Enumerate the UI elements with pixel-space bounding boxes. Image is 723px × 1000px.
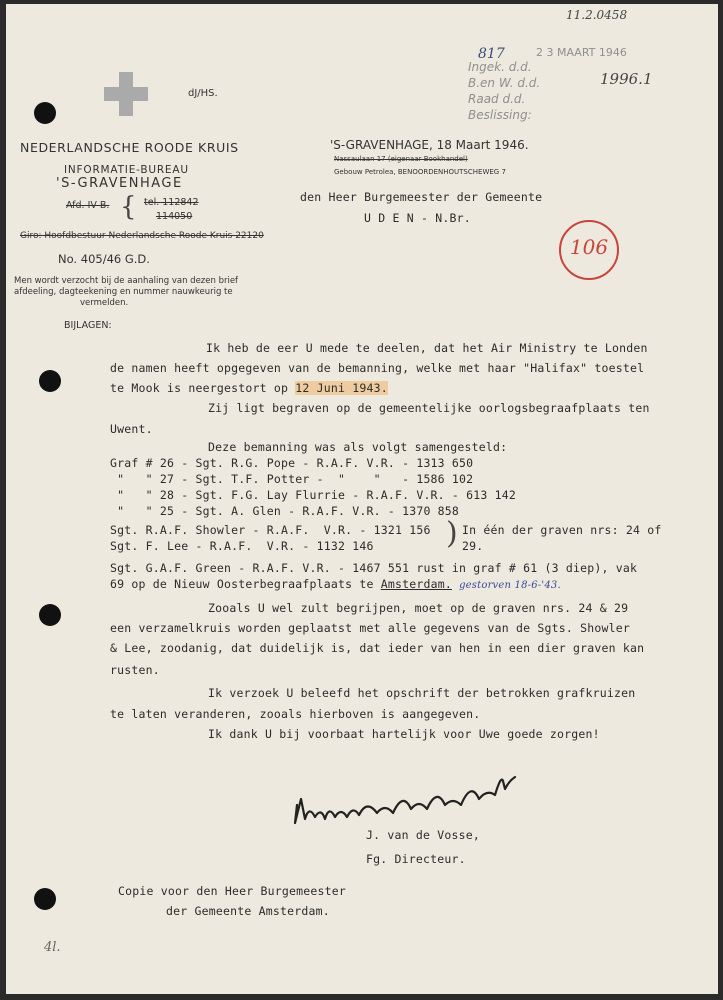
- archive-number: 11.2.0458: [566, 8, 628, 22]
- recipient-place: U D E N - N.Br.: [364, 211, 471, 225]
- place-date: 'S-GRAVENHAGE, 18 Maart 1946.: [330, 138, 529, 152]
- stamp-code: 1996.1: [600, 70, 653, 88]
- old-address: Nassaulaan 17 (eigenaar Bookhandel): [334, 155, 468, 163]
- shared-grave-line: Sgt. R.A.F. Showler - R.A.F. V.R. - 1321 156: [110, 523, 431, 537]
- punch-hole: [39, 370, 61, 392]
- shared-grave-note: 29.: [462, 539, 484, 553]
- red-cross-logo: [104, 72, 148, 116]
- brace: ): [446, 516, 458, 551]
- closing-line: een verzamelkruis worden geplaatst met alle gegevens van de Sgts. Showler: [110, 621, 631, 635]
- stamp-line: B.en W. d.d.: [468, 76, 541, 90]
- stamp-date: 2 3 MAART 1946: [536, 46, 627, 59]
- org-name: NEDERLANDSCHE ROODE KRUIS: [20, 140, 239, 155]
- notice-line: afdeeling, dagteekening en nummer nauwkeurig te: [14, 287, 233, 297]
- shared-grave-line: Sgt. F. Lee - R.A.F. V.R. - 1132 146: [110, 539, 374, 553]
- org-tel2: 114050: [156, 211, 193, 222]
- org-tel1: tel. 112842: [144, 197, 199, 208]
- shared-grave-note: In één der graven nrs: 24 of: [462, 523, 662, 537]
- closing-line: & Lee, zoodanig, dat duidelijk is, dat ieder van hen in een dier graven kan: [110, 641, 645, 655]
- highlighted-date: 12 Juni 1943.: [295, 381, 388, 395]
- copy-line: der Gemeente Amsterdam.: [166, 904, 330, 918]
- green-line: 69 op de Nieuw Oosterbegraafplaats te Amsterdam. gestorven 18-6-'43.: [110, 577, 561, 591]
- recipient-line: den Heer Burgemeester der Gemeente: [300, 190, 543, 204]
- org-giro: Giro: Hoofdbestuur Nederlandsche Roode Kruis 22120: [20, 231, 264, 241]
- closing-line: te laten veranderen, zooals hierboven is aangegeven.: [110, 707, 481, 721]
- notice-line: Men wordt verzocht bij de aanhaling van dezen brief: [14, 276, 239, 286]
- reference-number: No. 405/46 G.D.: [58, 252, 150, 266]
- closing-line: Zooals U wel zult begrijpen, moet op de graven nrs. 24 & 29: [208, 601, 629, 615]
- punch-hole: [34, 888, 56, 910]
- signer-name: J. van de Vosse,: [366, 828, 480, 842]
- crew-line: " " 27 - Sgt. T.F. Potter - " " - 1586 102: [110, 472, 474, 486]
- body-line: Deze bemanning was als volgt samengesteld:: [208, 440, 508, 454]
- signer-title: Fg. Directeur.: [366, 852, 466, 866]
- brace: {: [120, 192, 137, 222]
- body-line: Uwent.: [110, 422, 153, 436]
- new-address: Gebouw Petrolea, BENOORDENHOUTSCHEWEG 7: [334, 168, 506, 176]
- stamp-handwritten-number: 817: [478, 46, 505, 62]
- body-line: Ik heb de eer U mede te deelen, dat het Air Ministry te Londen: [206, 341, 648, 355]
- closing-line: Ik dank U bij voorbaat hartelijk voor Uwe goede zorgen!: [208, 727, 600, 741]
- crew-line: Graf # 26 - Sgt. R.G. Pope - R.A.F. V.R. - 1313 650: [110, 456, 474, 470]
- body-line: Zij ligt begraven op de gemeentelijke oorlogsbegraafplaats ten: [208, 401, 650, 415]
- closing-line: Ik verzoek U beleefd het opschrift der betrokken grafkruizen: [208, 686, 636, 700]
- org-city: 'S-GRAVENHAGE: [56, 176, 183, 191]
- stamp-line: Raad d.d.: [468, 92, 526, 106]
- letter-page: [6, 4, 718, 994]
- stamp-line: Ingek. d.d.: [468, 60, 532, 74]
- crew-line: " " 28 - Sgt. F.G. Lay Flurrie - R.A.F. V.R. - 613 142: [110, 488, 517, 502]
- handwritten-death-date: gestorven 18-6-'43.: [459, 580, 561, 591]
- punch-hole: [39, 604, 61, 626]
- crew-line: " " 25 - Sgt. A. Glen - R.A.F. V.R. - 1370 858: [110, 504, 460, 518]
- org-bureau: INFORMATIE-BUREAU: [64, 164, 189, 176]
- copy-line: Copie voor den Heer Burgemeester: [118, 884, 346, 898]
- stamp-line: Beslissing:: [468, 108, 532, 122]
- org-afd: Afd. IV B.: [66, 200, 110, 211]
- closing-line: rusten.: [110, 663, 160, 677]
- circled-number: 106: [559, 220, 619, 280]
- body-line: de namen heeft opgegeven van de bemanning, welke met haar "Halifax" toestel: [110, 361, 645, 375]
- margin-mark: 4l.: [44, 940, 61, 955]
- punch-hole: [34, 102, 56, 124]
- bijlagen-label: BIJLAGEN:: [64, 320, 112, 331]
- initials: dJ/HS.: [188, 88, 218, 99]
- signature: [291, 769, 521, 829]
- body-line: te Mook is neergestort op 12 Juni 1943.: [110, 381, 388, 395]
- green-line: Sgt. G.A.F. Green - R.A.F. V.R. - 1467 551 rust in graf # 61 (3 diep), vak: [110, 561, 638, 575]
- notice-line: vermelden.: [80, 298, 129, 308]
